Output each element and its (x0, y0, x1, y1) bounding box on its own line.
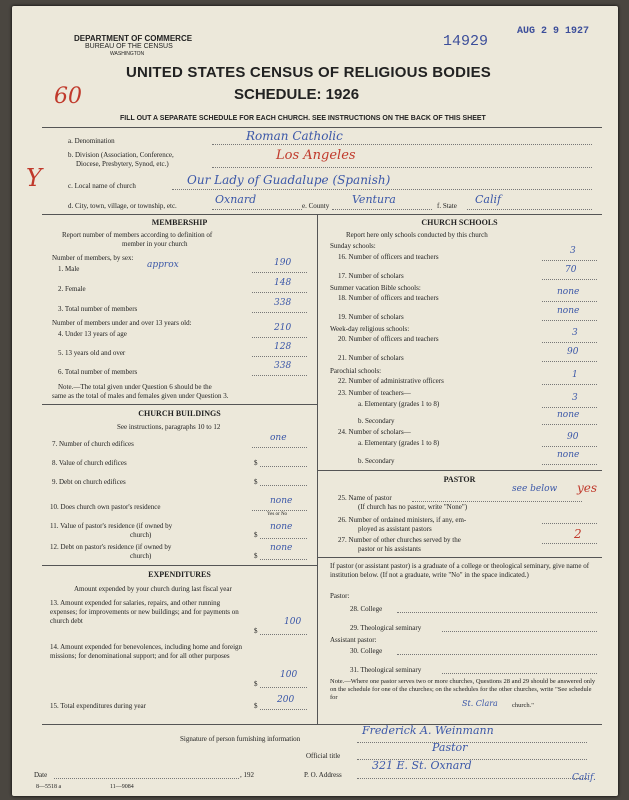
q25-label: 25. Name of pastor (338, 494, 392, 502)
q5-label: 5. 13 years old and over (58, 349, 126, 357)
local-name-value: Our Lady of Guadalupe (Spanish) (187, 173, 391, 187)
schools-intro: Report here only schools conducted by this church (346, 231, 488, 239)
q9-field[interactable] (260, 476, 307, 486)
pastor-final-note-end: church." (512, 702, 534, 709)
q12-label-2: church) (130, 552, 152, 560)
division-field[interactable] (212, 158, 592, 168)
q2-label: 2. Female (58, 285, 86, 293)
q25-value: see below (512, 484, 558, 494)
date-label: Date (34, 771, 48, 779)
q11-label-2: church) (130, 531, 152, 539)
q23b-label: b. Secondary (358, 417, 395, 425)
q14-value: 100 (280, 670, 298, 680)
instruction-line: FILL OUT A SEPARATE SCHEDULE FOR EACH CHURCH. SEE INSTRUCTIONS ON THE BACK OF THIS SHEET (120, 115, 486, 122)
city-label: d. City, town, village, or township, etc. (68, 202, 177, 210)
form-title: UNITED STATES CENSUS OF RELIGIOUS BODIES (126, 64, 491, 81)
q22-label: 22. Number of administrative officers (338, 377, 444, 385)
signature-label: Signature of person furnishing information (180, 735, 301, 743)
q28-field[interactable] (397, 603, 597, 613)
summer-schools: Summer vacation Bible schools: (330, 284, 421, 292)
po-address-value-2: Calif. (572, 773, 596, 783)
schools-title: CHURCH SCHOOLS (421, 218, 498, 227)
q20-field[interactable] (542, 333, 597, 343)
q24-label: 24. Number of scholars— (338, 428, 411, 436)
q3-value: 338 (274, 298, 292, 308)
dept-name: DEPARTMENT OF COMMERCE (74, 34, 193, 43)
q17-label: 17. Number of scholars (338, 272, 404, 280)
po-address-value: 321 E. St. Oxnard (372, 759, 472, 772)
expenditures-sub: Amount expended by your church during last fiscal year (74, 585, 232, 593)
q3-label: 3. Total number of members (58, 305, 138, 313)
date-stamp: AUG 2 9 1927 (517, 26, 590, 37)
parochial-schools: Parochial schools: (330, 367, 382, 375)
q1-value: 190 (274, 258, 292, 268)
q10-value: none (270, 496, 293, 506)
division-value: Los Angeles (276, 148, 356, 163)
margin-mark-y: Y (26, 164, 42, 192)
q7-value: one (270, 433, 287, 443)
q17-value: 70 (565, 265, 577, 275)
serial-stamp: 14929 (443, 33, 489, 50)
form-number: 8—5518 a (36, 784, 62, 790)
q4-label: 4. Under 13 years of age (58, 330, 127, 338)
q31-field[interactable] (442, 664, 597, 674)
q8-dollar: $ (254, 459, 258, 467)
membership-note-2: same as the total of males and females given under Question 3. (52, 392, 229, 400)
q16-value: 3 (570, 246, 576, 256)
official-title-value: Pastor (432, 741, 468, 754)
membership-intro-1: Report number of members according to definition of (62, 231, 213, 239)
q4-value: 210 (274, 323, 292, 333)
membership-title: MEMBERSHIP (151, 218, 208, 227)
q7-label: 7. Number of church edifices (52, 440, 134, 448)
pastor-final-note-value: St. Clara (462, 699, 498, 708)
q12-value: none (270, 543, 293, 553)
form-subtitle: SCHEDULE: 1926 (234, 86, 360, 103)
q23-label: 23. Number of teachers— (338, 389, 411, 397)
denomination-value: Roman Catholic (246, 129, 343, 143)
q21-value: 90 (567, 347, 579, 357)
q21-label: 21. Number of scholars (338, 354, 404, 362)
weekday-schools: Week-day religious schools: (330, 325, 410, 333)
q15-value: 200 (277, 695, 295, 705)
bureau-name: BUREAU OF THE CENSUS (85, 43, 173, 50)
q16-label: 16. Number of officers and teachers (338, 253, 439, 261)
q23b-value: none (557, 410, 580, 420)
q15-dollar: $ (254, 702, 258, 710)
city-name: WASHINGTON (110, 51, 145, 57)
buildings-title: CHURCH BUILDINGS (138, 409, 221, 418)
q11-value: none (270, 522, 293, 532)
q12-label-1: 12. Debt on pastor's residence (if owned by (50, 543, 172, 551)
print-number: 11—9084 (110, 784, 134, 790)
q25-sub: (If church has no pastor, write "None") (358, 503, 468, 511)
q14-dollar: $ (254, 680, 258, 688)
q23a-value: 3 (572, 393, 578, 403)
official-title-label: Official title (306, 752, 341, 760)
q2-value: 148 (274, 278, 292, 288)
q24a-value: 90 (567, 432, 579, 442)
q9-label: 9. Debt on church edifices (52, 478, 126, 486)
q1-note: approx (147, 260, 179, 270)
q24b-label: b. Secondary (358, 457, 395, 465)
q26-label-1: 26. Number of ordained ministers, if any, em- (338, 516, 467, 524)
census-schedule-sheet (12, 6, 618, 796)
q22-field[interactable] (542, 375, 597, 385)
q26-field[interactable] (542, 514, 597, 524)
q19-label: 19. Number of scholars (338, 313, 404, 321)
q18-value: none (557, 287, 580, 297)
sunday-schools: Sunday schools: (330, 242, 376, 250)
q5-value: 128 (274, 342, 292, 352)
pastor-sub-label: Pastor: (330, 592, 350, 600)
assistant-sub-label: Assistant pastor: (330, 636, 377, 644)
q30-field[interactable] (397, 645, 597, 655)
q27-label-1: 27. Number of other churches served by the (338, 536, 461, 544)
q28-label: 28. College (350, 605, 383, 613)
q9-dollar: $ (254, 478, 258, 486)
q25-mark: yes (577, 481, 598, 495)
buildings-sub: See instructions, paragraphs 10 to 12 (117, 423, 221, 431)
county-value: Ventura (352, 193, 396, 206)
q20-label: 20. Number of officers and teachers (338, 335, 439, 343)
city-value: Oxnard (215, 193, 257, 206)
q12-dollar: $ (254, 552, 258, 560)
members-by-sex: Number of members, by sex: (52, 254, 134, 262)
q27-value: 2 (574, 527, 582, 541)
margin-mark-60: 60 (54, 84, 82, 109)
q27-label-2: pastor or his assistants (358, 545, 421, 553)
q24b-value: none (557, 450, 580, 460)
q26-label-2: ployed as assistant pastors (358, 525, 432, 533)
graduate-note: If pastor (or assistant pastor) is a graduate of a college or theological seminary, give name of institution below. (If not a graduate, write "No" in the space indicated.) (330, 562, 590, 579)
state-value: Calif (475, 193, 502, 206)
q23a-field[interactable] (542, 398, 597, 408)
local-name-label: c. Local name of church (68, 182, 136, 190)
q29-label: 29. Theological seminary (350, 624, 422, 632)
q13-label: 13. Amount expended for salaries, repairs, and other running expenses; for improvements or new buildings; and for payments on church debt (50, 599, 239, 625)
q24a-label: a. Elementary (grades 1 to 8) (358, 439, 440, 447)
members-under-over: Number of members under and over 13 years old: (52, 319, 192, 327)
q22-value: 1 (572, 370, 578, 380)
q11-label-1: 11. Value of pastor's residence (if owned by (50, 522, 173, 530)
q29-field[interactable] (442, 622, 597, 632)
q13-dollar: $ (254, 627, 258, 635)
po-address-label: P. O. Address (304, 771, 342, 779)
membership-intro-2: member in your church (122, 240, 188, 248)
q15-label: 15. Total expenditures during year (50, 702, 146, 710)
denomination-label: a. Denomination (68, 137, 115, 145)
q13-value: 100 (284, 617, 302, 627)
division-label-2: Diocese, Presbytery, Synod, etc.) (76, 160, 169, 168)
q18-label: 18. Number of officers and teachers (338, 294, 439, 302)
q31-label: 31. Theological seminary (350, 666, 422, 674)
date-field[interactable] (54, 769, 239, 779)
q30-label: 30. College (350, 647, 383, 655)
county-label: e. County (302, 202, 330, 210)
signature-value: Frederick A. Weinmann (362, 724, 494, 737)
q14-label: 14. Amount expended for benevolences, including home and foreign missions; for denominational support; and for all other purposes (50, 643, 243, 660)
date-year: , 192 (240, 771, 254, 779)
pastor-title: PASTOR (443, 475, 476, 484)
q8-label: 8. Value of church edifices (52, 459, 127, 467)
q23a-label: a. Elementary (grades 1 to 8) (358, 400, 440, 408)
yes-no-hint: Yes or No (267, 512, 288, 517)
division-label-1: b. Division (Association, Conference, (68, 151, 174, 159)
q10-label: 10. Does church own pastor's residence (50, 503, 161, 511)
q1-label: 1. Male (58, 265, 80, 273)
q11-dollar: $ (254, 531, 258, 539)
pastor-final-note: Note.—Where one pastor serves two or more churches, Questions 28 and 29 should be answered only on the schedule for one of the churches; on the schedules for the other churches, write "See schedule for (330, 678, 596, 701)
expenditures-title: EXPENDITURES (148, 570, 211, 579)
q6-value: 338 (274, 361, 292, 371)
membership-note-1: Note.—The total given under Question 6 should be the (58, 383, 212, 391)
q19-value: none (557, 306, 580, 316)
q8-field[interactable] (260, 457, 307, 467)
q20-value: 3 (572, 328, 578, 338)
q27-field[interactable] (542, 534, 597, 544)
state-label: f. State (437, 202, 457, 210)
q6-label: 6. Total number of members (58, 368, 138, 376)
